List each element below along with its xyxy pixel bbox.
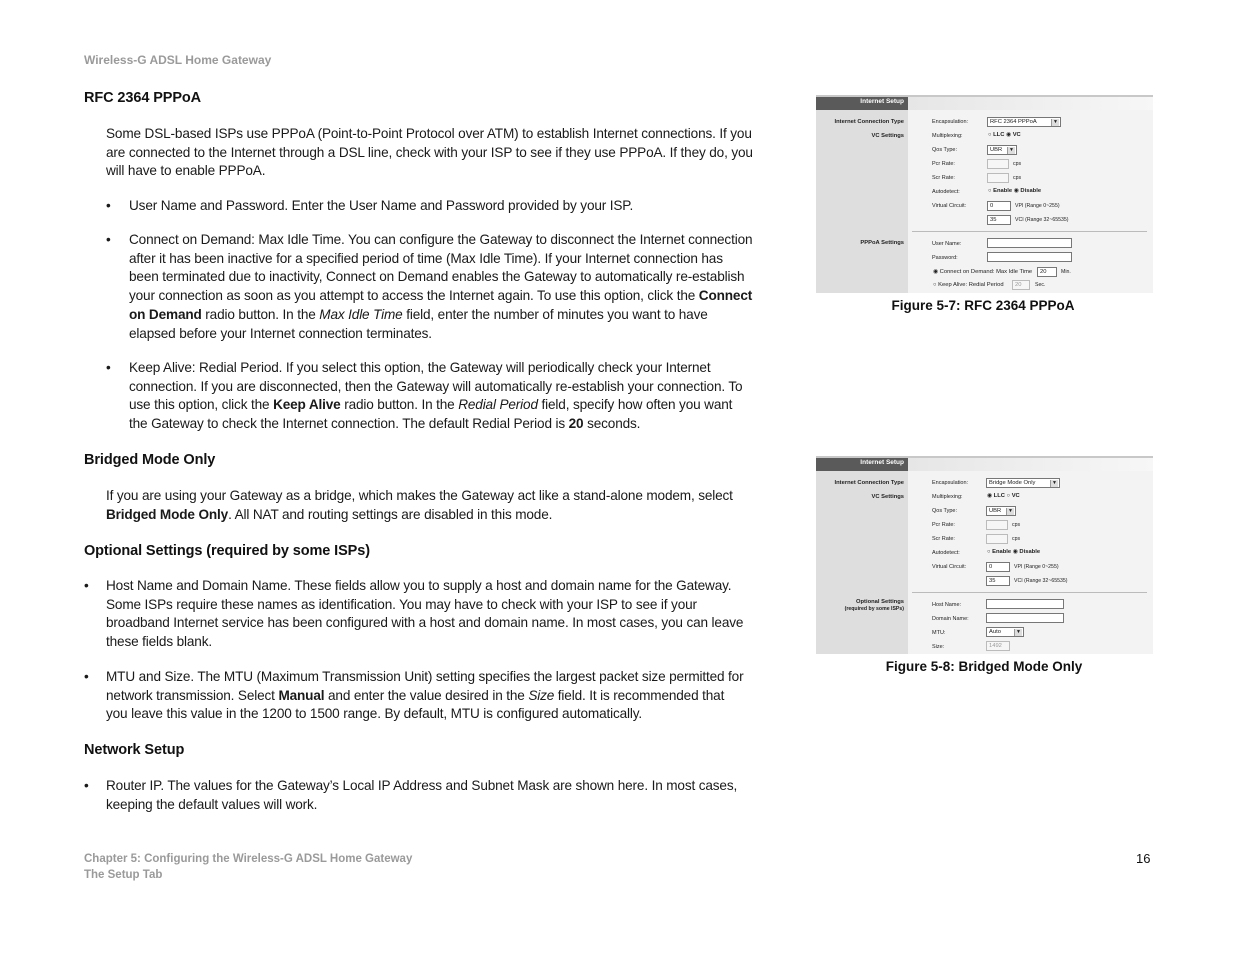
figure-title: Internet Setup xyxy=(860,98,904,105)
bullet: • xyxy=(106,232,111,247)
bullet-user-name-password: User Name and Password. Enter the User Name and Password provided by your ISP. xyxy=(129,198,634,213)
label-host-name: Host Name: xyxy=(932,602,962,608)
bullet-keep-alive: Keep Alive: Redial Period. If you select this option, the Gateway will periodically check your Internet connection. If you are disconnected, then the Gateway will automatically re-establish your connection. To use this option, click the Keep Alive radio button. In the Redial Period field, specify how often you want the Gateway to check the Internet connection. The default Redial Period is 20 seconds. xyxy=(129,360,743,432)
host-name-input[interactable] xyxy=(986,599,1064,609)
figure-sidebar xyxy=(816,458,908,654)
label-autodetect: Autodetect: xyxy=(932,550,960,556)
footer-section: The Setup Tab xyxy=(84,869,163,881)
scr-unit: cps xyxy=(1013,175,1022,181)
qos-select[interactable]: UBR ▼ xyxy=(987,145,1017,155)
label-connection-type: Internet Connection Type xyxy=(834,119,904,125)
vci-range: VCI (Range 32~65535) xyxy=(1014,578,1068,584)
vci-range: VCI (Range 32~65535) xyxy=(1015,217,1069,223)
label-encapsulation: Encapsulation: xyxy=(932,119,969,125)
vpi-range: VPI (Range 0~255) xyxy=(1015,203,1060,209)
label-optional-settings: Optional Settings xyxy=(856,599,904,605)
figure-caption: Figure 5-7: RFC 2364 PPPoA xyxy=(891,298,1075,313)
footer-chapter: Chapter 5: Configuring the Wireless-G ADSL Home Gateway xyxy=(84,853,413,865)
figure-caption: Figure 5-8: Bridged Mode Only xyxy=(885,659,1083,674)
redial-period-input[interactable]: 20 xyxy=(1012,280,1030,290)
domain-name-input[interactable] xyxy=(986,613,1064,623)
bullet: • xyxy=(84,669,89,684)
divider xyxy=(912,231,1147,232)
label-virtual-circuit: Virtual Circuit: xyxy=(932,564,967,570)
bullet-router-ip: Router IP. The values for the Gateway’s Local IP Address and Subnet Mask are shown here. In most cases, keeping the default values will work. xyxy=(106,778,738,812)
bullet-mtu-size: MTU and Size. The MTU (Maximum Transmission Unit) setting specifies the largest packet size permitted for network transmission. Select Manual and enter the value desired in the Size field. It is recommended that you leave this value in the 1200 to 1500 range. By default, MTU is configured automatically. xyxy=(106,669,744,722)
label-password: Password: xyxy=(932,255,958,261)
bridged-paragraph: If you are using your Gateway as a bridge, which makes the Gateway act like a stand-alone modem, select Bridged Mode Only. All NAT and routing settings are disabled in this mode. xyxy=(106,488,733,522)
encapsulation-select[interactable]: RFC 2364 PPPoA ▼ xyxy=(987,117,1061,127)
pcr-unit: cps xyxy=(1013,161,1022,167)
label-connection-type: Internet Connection Type xyxy=(834,480,904,486)
autodetect-radio-group[interactable]: ○ Enable ◉ Disable xyxy=(988,188,1042,194)
bullet: • xyxy=(84,578,89,593)
label-qos-type: Qos Type: xyxy=(932,508,957,514)
label-optional-settings-note: (required by some ISPs) xyxy=(844,606,904,612)
pcr-unit: cps xyxy=(1012,522,1021,528)
page-number: 16 xyxy=(1136,851,1151,866)
label-size: Size: xyxy=(932,644,945,650)
bullet: • xyxy=(84,778,89,793)
vpi-range: VPI (Range 0~255) xyxy=(1014,564,1059,570)
label-pcr-rate: Pcr Rate: xyxy=(932,161,955,167)
pcr-rate-input[interactable] xyxy=(987,159,1009,169)
size-input[interactable]: 1492 xyxy=(986,641,1010,651)
figure-title: Internet Setup xyxy=(860,459,904,466)
figure-bridged-screenshot xyxy=(816,456,1153,654)
label-multiplexing: Multiplexing: xyxy=(932,133,963,139)
label-scr-rate: Scr Rate: xyxy=(932,175,955,181)
bullet: • xyxy=(106,360,111,375)
vci-input[interactable]: 35 xyxy=(986,576,1010,586)
qos-select[interactable]: UBR ▼ xyxy=(986,506,1016,516)
label-domain-name: Domain Name: xyxy=(932,616,969,622)
encapsulation-select[interactable]: Bridge Mode Only ▼ xyxy=(986,478,1060,488)
password-input[interactable] xyxy=(987,252,1072,262)
scr-unit: cps xyxy=(1012,536,1021,542)
label-pppoa-settings: PPPoA Settings xyxy=(860,240,904,246)
label-mtu: MTU: xyxy=(932,630,946,636)
section-heading-rfc2364: RFC 2364 PPPoA xyxy=(84,90,202,106)
section-heading-network: Network Setup xyxy=(84,742,185,758)
label-qos-type: Qos Type: xyxy=(932,147,957,153)
section-heading-bridged: Bridged Mode Only xyxy=(84,452,216,468)
label-user-name: User Name: xyxy=(932,241,962,247)
running-header: Wireless-G ADSL Home Gateway xyxy=(84,53,272,67)
divider xyxy=(912,592,1147,593)
label-multiplexing: Multiplexing: xyxy=(932,494,963,500)
idle-unit: Min. xyxy=(1061,269,1071,275)
mtu-select[interactable]: Auto ▼ xyxy=(986,627,1024,637)
pcr-rate-input[interactable] xyxy=(986,520,1008,530)
bullet-connect-on-demand: Connect on Demand: Max Idle Time. You can configure the Gateway to disconnect the Internet connection after it has been inactive for a specified period of time (Max Idle Time). If your Internet connection has been terminated due to inactivity, Connect on Demand enables the Gateway to automatically re-establish your connection as soon as you attempt to access the Internet again. To use this option, click the Connect on Demand radio button. In the Max Idle Time field, enter the number of minutes you want to have elapsed before your Internet connection terminates. xyxy=(129,232,753,341)
max-idle-time-input[interactable]: 20 xyxy=(1037,267,1057,277)
multiplexing-radio-group[interactable]: ◉ LLC ○ VC xyxy=(987,493,1020,499)
label-autodetect: Autodetect: xyxy=(932,189,960,195)
autodetect-radio-group[interactable]: ○ Enable ◉ Disable xyxy=(987,549,1041,555)
connect-on-demand-radio[interactable]: ◉ Connect on Demand: Max Idle Time xyxy=(933,269,1033,275)
label-vc-settings: VC Settings xyxy=(871,494,904,500)
vci-input[interactable]: 35 xyxy=(987,215,1011,225)
bullet-host-domain-name: Host Name and Domain Name. These fields allow you to supply a host and domain name for the Gateway. Some ISPs require these names as identification. You may have to check with your ISP to see if your broadband Internet service has been configured with a host and domain name. In most cases, you can leave these fields blank. xyxy=(106,578,744,650)
keep-alive-radio[interactable]: ○ Keep Alive: Redial Period xyxy=(933,282,1004,288)
figure-sidebar xyxy=(816,97,908,293)
redial-unit: Sec. xyxy=(1035,282,1046,288)
label-virtual-circuit: Virtual Circuit: xyxy=(932,203,967,209)
label-scr-rate: Scr Rate: xyxy=(932,536,955,542)
label-encapsulation: Encapsulation: xyxy=(932,480,969,486)
multiplexing-radio-group[interactable]: ○ LLC ◉ VC xyxy=(988,132,1021,138)
rfc2364-intro: Some DSL-based ISPs use PPPoA (Point-to-Point Protocol over ATM) to establish Internet connections. If you are connected to the Internet through a DSL line, check with your ISP to see if they use PPPoA. If they do, you will have to enable PPPoA. xyxy=(106,126,753,179)
label-vc-settings: VC Settings xyxy=(871,133,904,139)
figure-rfc2364-screenshot xyxy=(816,95,1153,293)
section-heading-optional: Optional Settings (required by some ISPs) xyxy=(84,543,370,559)
user-name-input[interactable] xyxy=(987,238,1072,248)
label-pcr-rate: Pcr Rate: xyxy=(932,522,955,528)
scr-rate-input[interactable] xyxy=(987,173,1009,183)
footer xyxy=(84,851,412,883)
scr-rate-input[interactable] xyxy=(986,534,1008,544)
vpi-input[interactable]: 0 xyxy=(986,562,1010,572)
bullet: • xyxy=(106,198,111,213)
vpi-input[interactable]: 0 xyxy=(987,201,1011,211)
